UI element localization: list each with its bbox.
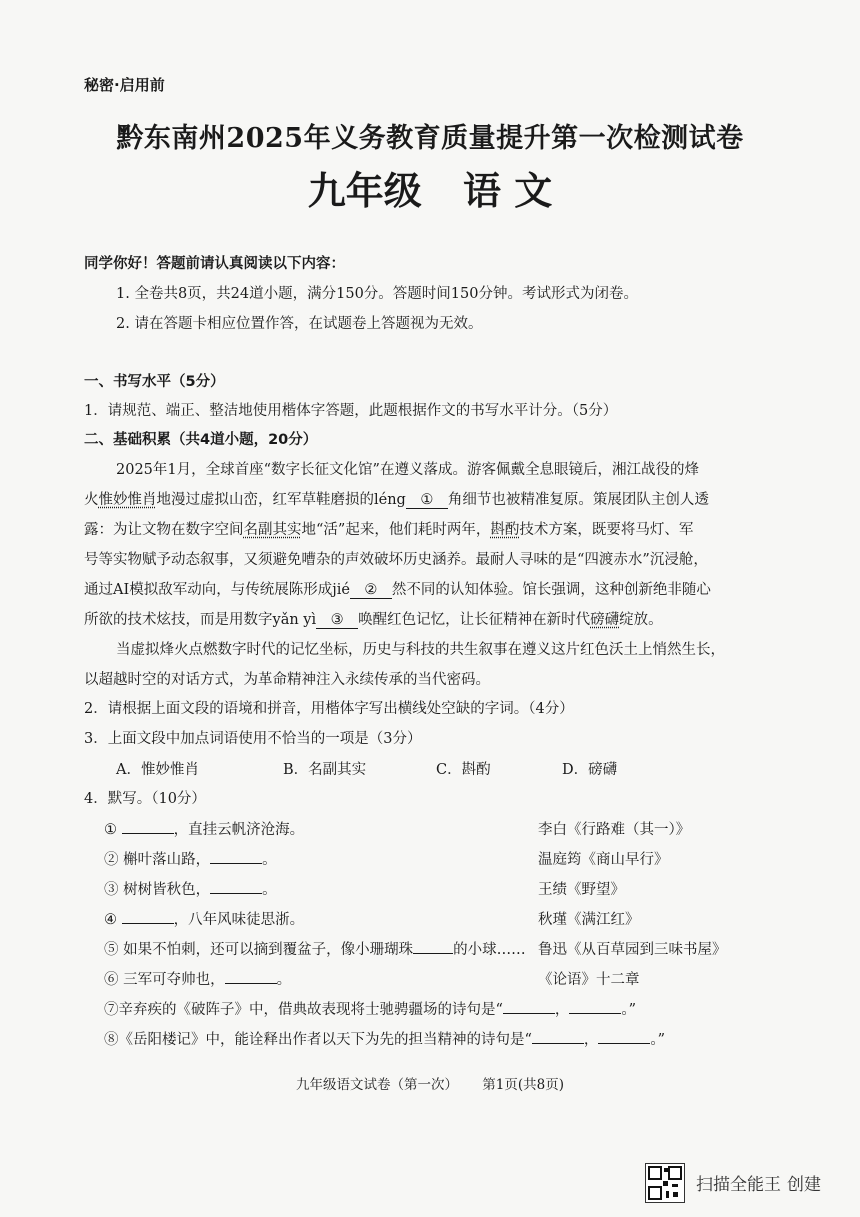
passage-line: 2025年1月，全球首座“数字长征文化馆”在遵义落成。游客佩戴全息眼镜后，湘江战役的烽 — [116, 462, 699, 478]
recite-source: 鲁迅《从百草园到三味书屋》 — [538, 942, 727, 958]
question-1: 1．请规范、端正、整洁地使用楷体字答题，此题根据作文的书写水平计分。（5分） — [84, 403, 618, 419]
fill-blank-1: ① — [406, 492, 448, 509]
page-footer — [0, 1073, 860, 1093]
exam-subtitle — [0, 160, 860, 215]
recite-item: ⑤ 如果不怕刺，还可以摘到覆盆子，像小珊瑚珠 的小球…… — [104, 942, 526, 958]
recite-source: 温庭筠《商山早行》 — [538, 852, 669, 868]
recite-item: ④ ，八年风味徒思浙。 — [104, 912, 305, 928]
dotted-term: 名副其实 — [243, 522, 302, 538]
recite-item: ⑧《岳阳楼记》中，能诠释出作者以天下为先的担当精神的诗句是“ ， 。” — [104, 1032, 666, 1048]
question-3: 3．上面文段中加点词语使用不恰当的一项是（3分） — [84, 731, 422, 747]
passage-line: 所欲的技术炫技，而是用数字yǎn yì ③ 唤醒红色记忆，让长征精神在新时代磅礴绽放。 — [84, 612, 663, 628]
footer-paper: 九年级语文试卷（第一次） — [295, 1077, 458, 1093]
fill-blank-3: ③ — [316, 612, 358, 629]
grade-label: 九年级 — [307, 169, 422, 213]
confidential-label: 秘密·启用前 — [84, 76, 165, 94]
passage-line: 以超越时空的对话方式，为革命精神注入永续传承的当代密码。 — [84, 672, 490, 688]
answer-blank — [569, 1013, 621, 1014]
fill-blank-2: ② — [350, 582, 392, 599]
option-a: A．惟妙惟肖 — [116, 762, 199, 778]
answer-blank — [210, 863, 262, 864]
recite-source: 王绩《野望》 — [538, 882, 625, 898]
watermark-app: 扫描全能王 — [696, 1175, 781, 1195]
answer-blank — [413, 953, 453, 954]
section2-heading: 二、基础积累（共4道小题，20分） — [84, 432, 318, 448]
answer-blank — [122, 833, 174, 834]
recite-item: ⑥ 三军可夺帅也， 。 — [104, 972, 292, 988]
recite-item: ② 槲叶落山路， 。 — [104, 852, 277, 868]
dotted-term: 惟妙惟肖 — [98, 492, 157, 508]
option-c: C．斟酌 — [436, 762, 491, 778]
answer-blank — [122, 923, 174, 924]
answer-blank — [210, 893, 262, 894]
option-d: D．磅礴 — [562, 762, 618, 778]
watermark-action: 创建 — [787, 1175, 821, 1195]
instruction-item: 1. 全卷共8页，共24道小题，满分150分。答题时间150分钟。考试形式为闭卷。 — [116, 286, 638, 302]
option-b: B．名副其实 — [283, 762, 367, 778]
scanner-watermark — [690, 1170, 821, 1195]
answer-blank — [532, 1043, 584, 1044]
instruction-item: 2. 请在答题卡相应位置作答，在试题卷上答题视为无效。 — [116, 316, 483, 332]
recite-source: 秋瑾《满江红》 — [538, 912, 640, 928]
instructions-greeting: 同学你好！答题前请认真阅读以下内容： — [84, 256, 345, 272]
section1-heading: 一、书写水平（5分） — [84, 374, 225, 390]
answer-blank — [503, 1013, 555, 1014]
recite-item: ① ，直挂云帆济沧海。 — [104, 822, 305, 838]
footer-page: 第1页(共8页) — [482, 1077, 564, 1093]
recite-source: 《论语》十二章 — [538, 972, 640, 988]
question-2: 2．请根据上面文段的语境和拼音，用楷体字写出横线处空缺的字词。（4分） — [84, 701, 574, 717]
passage-line: 号等实物赋予动态叙事，又须避免嘈杂的声效破坏历史涵养。最耐人寻味的是“四渡赤水”沉浸舱， — [84, 552, 708, 568]
passage-line: 当虚拟烽火点燃数字时代的记忆坐标，历史与科技的共生叙事在遵义这片红色沃土上悄然生长， — [116, 642, 725, 658]
passage-line: 火惟妙惟肖地漫过虚拟山峦，红军草鞋磨损的léng ① 角细节也被精准复原。策展团队主创人透 — [84, 492, 709, 508]
answer-blank — [225, 983, 277, 984]
dotted-term: 磅礴 — [590, 612, 620, 628]
question-4: 4．默写。（10分） — [84, 791, 206, 807]
answer-blank — [598, 1043, 650, 1044]
passage-line: 通过AI模拟敌军动向，与传统展陈形成jié ② 然不同的认知体验。馆长强调，这种创新绝非随心 — [84, 582, 711, 598]
recite-item: ③ 树树皆秋色， 。 — [104, 882, 277, 898]
exam-title: 黔东南州2025年义务教育质量提升第一次检测试卷 — [116, 123, 744, 154]
recite-item: ⑦辛弃疾的《破阵子》中，借典故表现将士驰骋疆场的诗句是“ ， 。” — [104, 1002, 637, 1018]
dotted-term: 斟酌 — [490, 522, 520, 538]
qr-code-icon — [645, 1163, 685, 1203]
recite-source: 李白《行路难（其一）》 — [538, 822, 691, 838]
subject-label: 语 文 — [463, 169, 553, 213]
passage-line: 露：为让文物在数字空间名副其实地“活”起来，他们耗时两年，斟酌技术方案，既要将马灯、军 — [84, 522, 694, 538]
